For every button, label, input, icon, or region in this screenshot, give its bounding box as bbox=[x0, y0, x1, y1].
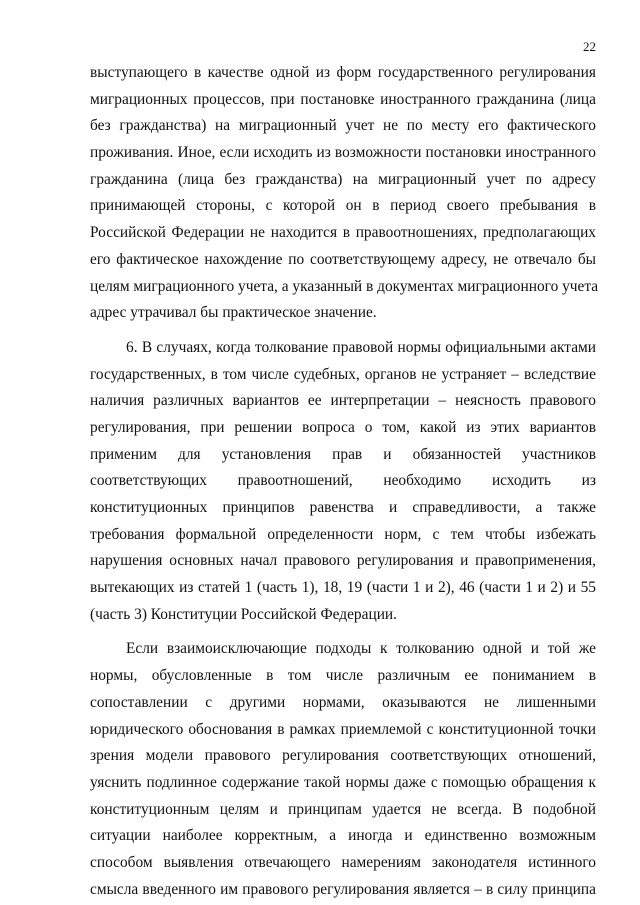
text-line: наличия различных вариантов ее интерпретации – неясность правового bbox=[90, 392, 596, 410]
page-number: 22 bbox=[583, 39, 596, 54]
paragraph bbox=[90, 636, 596, 903]
text-line: способом выявления отвечающего намерениям законодателя истинного bbox=[90, 853, 596, 871]
text-line: адрес утрачивал бы практическое значение. bbox=[90, 304, 377, 322]
text-line: нормы, обусловленные в том числе различным ее пониманием в bbox=[90, 667, 596, 685]
text-line: (часть 3) Конституции Российской Федерации. bbox=[90, 605, 398, 623]
text-line: без гражданства) на миграционный учет не по месту его фактического bbox=[90, 117, 596, 135]
text-line: Если взаимоисключающие подходы к толкованию одной и той же bbox=[126, 640, 596, 658]
text-line: применим для установления прав и обязанностей участников bbox=[90, 445, 596, 463]
text-line: конституционных принципов равенства и справедливости, а также bbox=[90, 499, 596, 516]
text-line: выступающего в качестве одной из форм государственного регулирования bbox=[90, 64, 596, 81]
text-line: уяснить подлинное содержание такой нормы даже с помощью обращения к bbox=[90, 773, 596, 791]
text-line: конституционным целям и принципам удается не всегда. В подобной bbox=[90, 800, 596, 818]
text-line: зрения модели правового регулирования соответствующих отношений, bbox=[90, 747, 596, 765]
text-line: принимающей стороны, с которой он в период своего пребывания в bbox=[90, 197, 596, 215]
paragraph bbox=[90, 335, 596, 629]
paragraph bbox=[90, 60, 599, 327]
text-line: целям миграционного учета, а указанный в документах миграционного учета bbox=[90, 277, 599, 295]
text-line: ситуации наиболее корректным, а иногда и единственно возможным bbox=[90, 827, 596, 845]
text-line: сопоставлении с другими нормами, оказываются не лишенными bbox=[90, 693, 596, 711]
text-line: нарушения основных начал правового регулирования и правоприменения, bbox=[90, 552, 596, 570]
text-line: вытекающих из статей 1 (часть 1), 18, 19 (части 1 и 2), 46 (части 1 и 2) и 55 bbox=[90, 579, 596, 597]
text-line: смысла введенного им правового регулирования является – в силу принципа bbox=[90, 880, 596, 898]
text-line: его фактическое нахождение по соответствующему адресу, не отвечало бы bbox=[90, 250, 596, 268]
text-line: требования формальной определенности норм, с тем чтобы избежать bbox=[90, 525, 596, 543]
text-line: государственных, в том числе судебных, органов не устраняет – вследствие bbox=[90, 365, 596, 383]
text-line: гражданина (лица без гражданства) на миграционный учет по адресу bbox=[90, 170, 596, 188]
paragraph-gap bbox=[90, 327, 596, 335]
text-line: проживания. Иное, если исходить из возможности постановки иностранного bbox=[90, 144, 596, 162]
text-line: соответствующих правоотношений, необходимо исходить из bbox=[90, 472, 596, 490]
text-line: миграционных процессов, при постановке иностранного гражданина (лица bbox=[90, 90, 596, 108]
document-body bbox=[90, 60, 599, 903]
text-line: Российской Федерации не находится в правоотношениях, предполагающих bbox=[90, 224, 596, 242]
paragraph-gap bbox=[90, 628, 596, 636]
text-line: регулирования, при решении вопроса о том, какой из этих вариантов bbox=[90, 418, 596, 436]
text-line: юридического обоснования в рамках приемлемой с конституционной точки bbox=[90, 720, 596, 738]
text-line: 6. В случаях, когда толкование правовой нормы официальными актами bbox=[126, 338, 596, 356]
